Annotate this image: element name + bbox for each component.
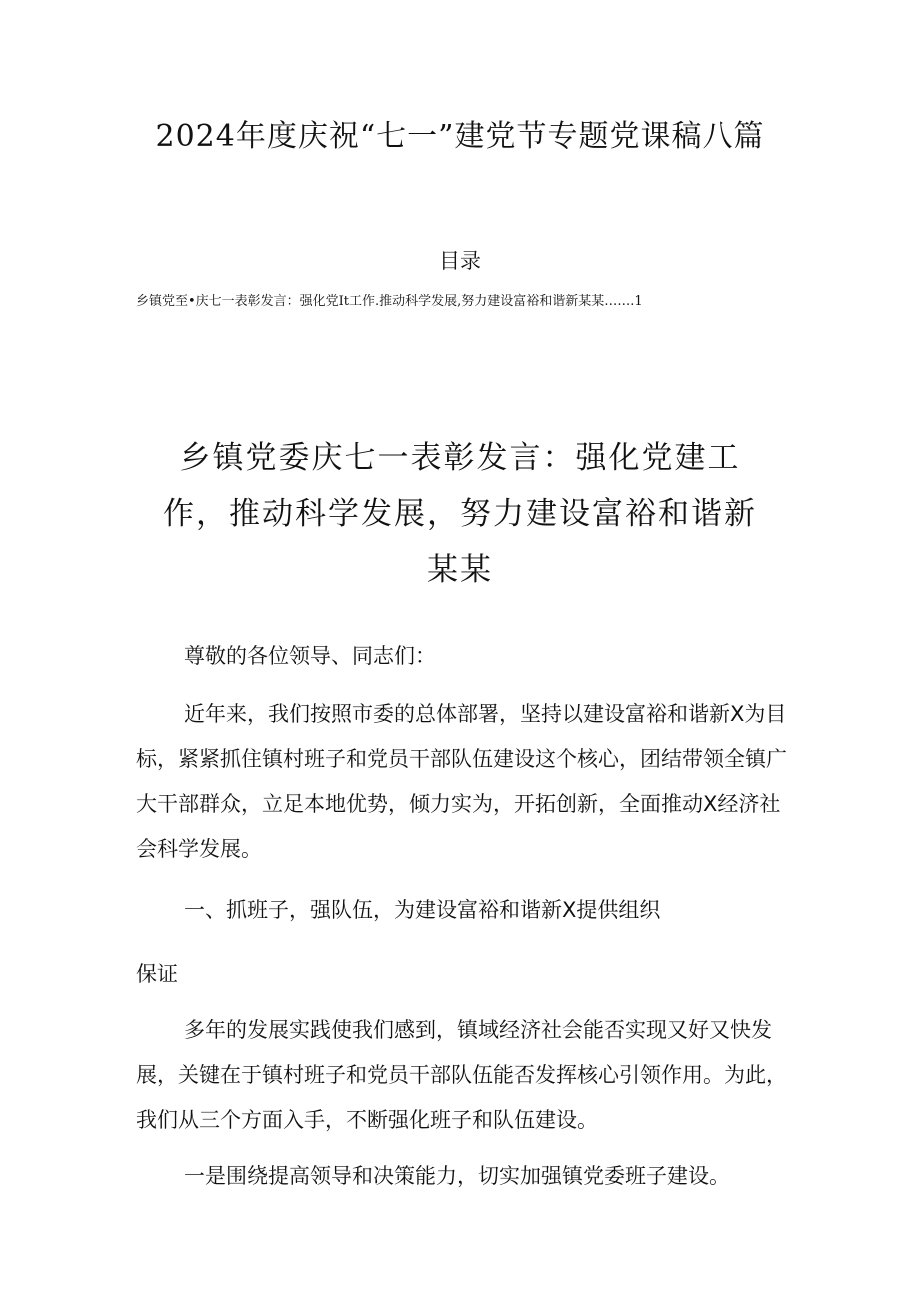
subheading-one: 一、抓班子，强队伍，为建设富裕和谐新X提供组织 — [184, 898, 661, 922]
toc-heading: 目录 — [439, 249, 481, 273]
practice-paragraph: 多年的发展实践使我们感到，镇域经济社会能否实现又好又快发展，关键在于镇村班子和党员干部队伍能否发挥核心引领作用。为此，我们从三个方面入手，不断强化班子和队伍建设。 — [136, 1018, 787, 1132]
document-title: 2024年度庆祝“七一”建党节专题党课稿八篇 — [155, 119, 765, 154]
intro-paragraph: 近年来，我们按照市委的总体部署，坚持以建设富裕和谐新X为目标，紧紧抓住镇村班子和党员干部队伍建设这个核心，团结带领全镇广大干部群众，立足本地优势，倾力实为，开拓创新，全面推动X经济社会科学发展。 — [136, 702, 787, 861]
subheading-one-continued: 保证 — [136, 962, 178, 986]
toc-entry-link[interactable]: 乡镇党至•庆七一表彰发言：强化党It工作.推动科学发展,努力建设富裕和谐新某某…….1 — [136, 294, 643, 309]
section-title: 乡镇党委庆七一表彰发言：强化党建工作，推动科学发展，努力建设富裕和谐新某某 — [163, 440, 757, 588]
greeting-paragraph: 尊敬的各位领导、同志们： — [184, 644, 436, 668]
first-point-paragraph: 一是围绕提高领导和决策能力，切实加强镇党委班子建设。 — [184, 1164, 730, 1188]
